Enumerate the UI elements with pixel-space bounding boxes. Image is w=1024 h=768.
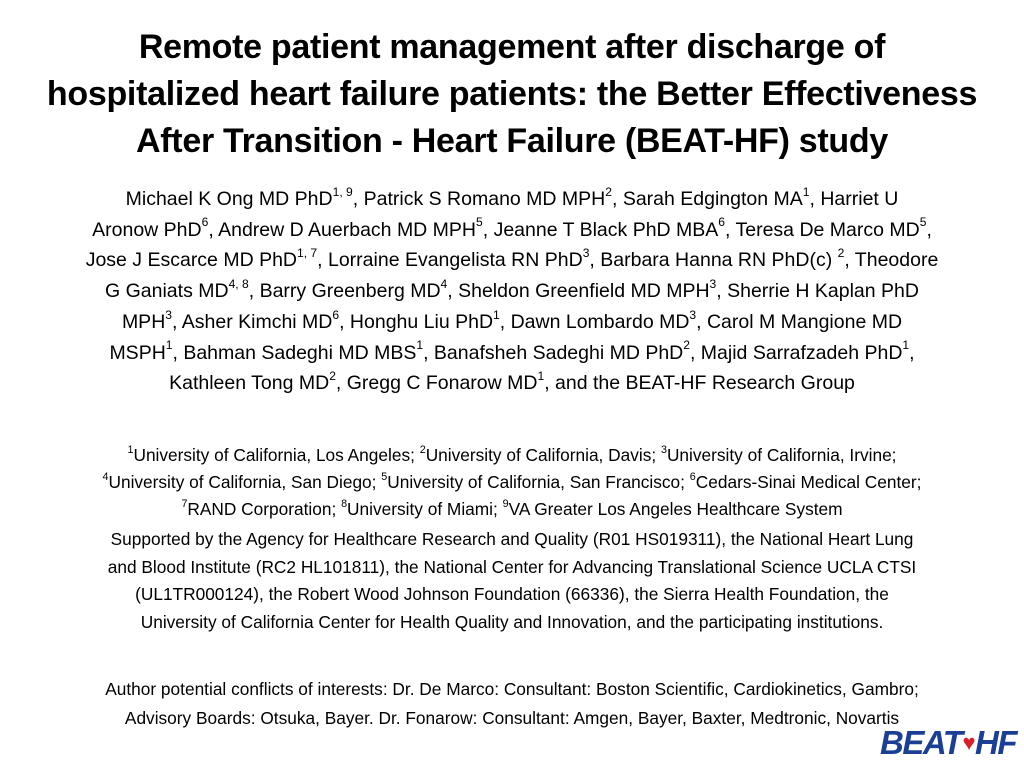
affiliation-sup: 1 — [802, 184, 810, 199]
funding-line: Supported by the Agency for Healthcare Research and Quality (R01 HS019311), the National Heart Lung — [110, 529, 914, 549]
affiliation-sup: 1 — [902, 338, 910, 353]
author-text: , Harriet U — [809, 188, 899, 210]
heart-icon: ♥ — [962, 730, 974, 755]
affiliation-sup: 1, 7 — [297, 246, 318, 261]
affiliation-sup: 8 — [341, 497, 348, 510]
affiliation-sup: 1 — [127, 443, 134, 456]
affiliation-line — [8, 496, 1016, 523]
author-text: , Barry Greenberg MD — [248, 280, 441, 303]
funding-line: University of California Center for Health Quality and Innovation, and the participating institutions. — [140, 611, 884, 632]
affiliation-sup: 6 — [201, 215, 209, 230]
author-text: , Lorraine Evangelista RN PhD — [317, 249, 583, 272]
author-text: , Dawn Lombardo MD — [499, 310, 690, 333]
affiliation-text: University of California, San Francisco; — [387, 472, 690, 492]
affiliation-text: RAND Corporation; — [187, 499, 342, 519]
coi-line: Advisory Boards: Otsuka, Bayer. Dr. Fonarow: Consultant: Amgen, Bayer, Baxter, Medtronic, Novartis — [124, 707, 900, 728]
author-text: Kathleen Tong MD — [169, 372, 330, 395]
affiliation-sup: 1, 9 — [332, 184, 353, 199]
affiliation-sup: 3 — [660, 443, 667, 456]
author-text: Aronow PhD — [92, 218, 202, 241]
affiliations — [8, 442, 1016, 523]
affiliation-text: Cedars-Sinai Medical Center; — [695, 472, 922, 492]
affiliation-sup: 7 — [181, 497, 188, 510]
affiliation-text: University of California, Irvine; — [666, 445, 897, 465]
author-text: MPH — [121, 310, 166, 333]
author-text: , Majid Sarrafzadeh PhD — [689, 341, 903, 364]
affiliation-sup: 4, 8 — [228, 276, 249, 291]
affiliation-sup: 3 — [689, 307, 697, 322]
affiliation-sup: 1 — [416, 338, 424, 353]
affiliation-text: University of California, Los Angeles; — [133, 445, 420, 465]
author-text: G Ganiats MD — [105, 280, 229, 303]
affiliation-sup: 2 — [683, 338, 690, 353]
author-text: , Barbara Hanna RN PhD(c) — [589, 249, 838, 272]
author-text: , — [909, 341, 915, 364]
logo-text-right: HF — [975, 724, 1016, 761]
affiliation-sup: 2 — [329, 368, 336, 383]
title-line: After Transition - Heart Failure (BEAT-HF) study — [136, 122, 888, 160]
affiliation-sup: 1 — [165, 338, 173, 353]
study-title — [10, 24, 1014, 165]
author-text: , Patrick S Romano MD MPH — [352, 188, 606, 210]
title-line: Remote patient management after discharge of — [138, 28, 886, 66]
affiliation-text: University of California, San Diego; — [108, 472, 382, 492]
author-text: , Andrew D Auerbach MD MPH — [208, 218, 477, 241]
author-line — [4, 368, 1020, 399]
author-text: , Banafsheh Sadeghi MD PhD — [423, 341, 684, 364]
author-text: MSPH — [109, 341, 166, 364]
affiliation-sup: 2 — [837, 246, 845, 261]
affiliation-sup: 3 — [582, 246, 590, 261]
beat-hf-logo — [880, 724, 1016, 762]
author-text: Michael K Ong MD PhD — [125, 188, 333, 210]
funding-statement — [8, 526, 1016, 636]
affiliation-sup: 2 — [419, 443, 426, 456]
author-text: , Teresa De Marco MD — [725, 218, 920, 241]
author-text: , Gregg C Fonarow MD — [335, 372, 538, 395]
affiliation-sup: 1 — [537, 368, 545, 383]
author-list — [4, 184, 1020, 399]
author-line — [4, 276, 1020, 307]
affiliation-sup: 5 — [381, 470, 388, 483]
affiliation-sup: 1 — [493, 307, 500, 322]
author-text: , Sarah Edgington MA — [611, 188, 803, 210]
affiliation-text: University of California, Davis; — [425, 445, 661, 465]
affiliation-sup: 5 — [919, 215, 927, 230]
affiliation-sup: 6 — [718, 215, 726, 230]
affiliation-sup: 3 — [709, 276, 717, 291]
author-text: , Sherrie H Kaplan PhD — [716, 280, 919, 303]
affiliation-sup: 9 — [502, 497, 509, 510]
logo-text-left: BEAT — [880, 724, 962, 761]
affiliation-sup: 6 — [332, 307, 340, 322]
author-text: , Sheldon Greenfield MD MPH — [447, 280, 710, 303]
title-line: hospitalized heart failure patients: the Better Effectiveness — [46, 75, 978, 113]
author-text: , Bahman Sadeghi MD MBS — [172, 341, 417, 364]
author-text: , and the BEAT-HF Research Group — [544, 372, 855, 395]
author-text: Jose J Escarce MD PhD — [85, 249, 297, 272]
conflict-of-interest-statement — [8, 675, 1016, 732]
coi-line: Author potential conflicts of interests: Dr. De Marco: Consultant: Boston Scientific, Cardiokinetics, Gambro; — [105, 679, 919, 699]
author-text: , Carol M Mangione MD — [696, 310, 903, 333]
affiliation-text: University of Miami; — [347, 499, 503, 519]
affiliation-line — [8, 442, 1016, 469]
affiliation-sup: 4 — [102, 470, 109, 483]
author-line — [4, 215, 1020, 246]
funding-line: (UL1TR000124), the Robert Wood Johnson Foundation (66336), the Sierra Health Foundation, the — [135, 584, 889, 604]
author-text: , Jeanne T Black PhD MBA — [482, 218, 719, 241]
author-line — [4, 245, 1020, 276]
author-text: , — [926, 218, 932, 241]
author-line — [4, 184, 1020, 215]
author-text: , Asher Kimchi MD — [172, 310, 333, 333]
affiliation-sup: 2 — [605, 184, 612, 199]
affiliation-text: VA Greater Los Angeles Healthcare System — [508, 499, 843, 519]
author-text: , Honghu Liu PhD — [339, 310, 494, 333]
affiliation-sup: 4 — [440, 276, 448, 291]
affiliation-sup: 6 — [689, 470, 696, 483]
affiliation-line — [8, 469, 1016, 496]
author-text: , Theodore — [844, 249, 939, 272]
affiliation-sup: 3 — [165, 307, 172, 322]
author-line — [4, 307, 1020, 338]
author-line — [4, 338, 1020, 369]
funding-line: and Blood Institute (RC2 HL101811), the National Center for Advancing Translational Science UCLA CTSI — [107, 556, 917, 577]
affiliation-sup: 5 — [476, 215, 483, 230]
